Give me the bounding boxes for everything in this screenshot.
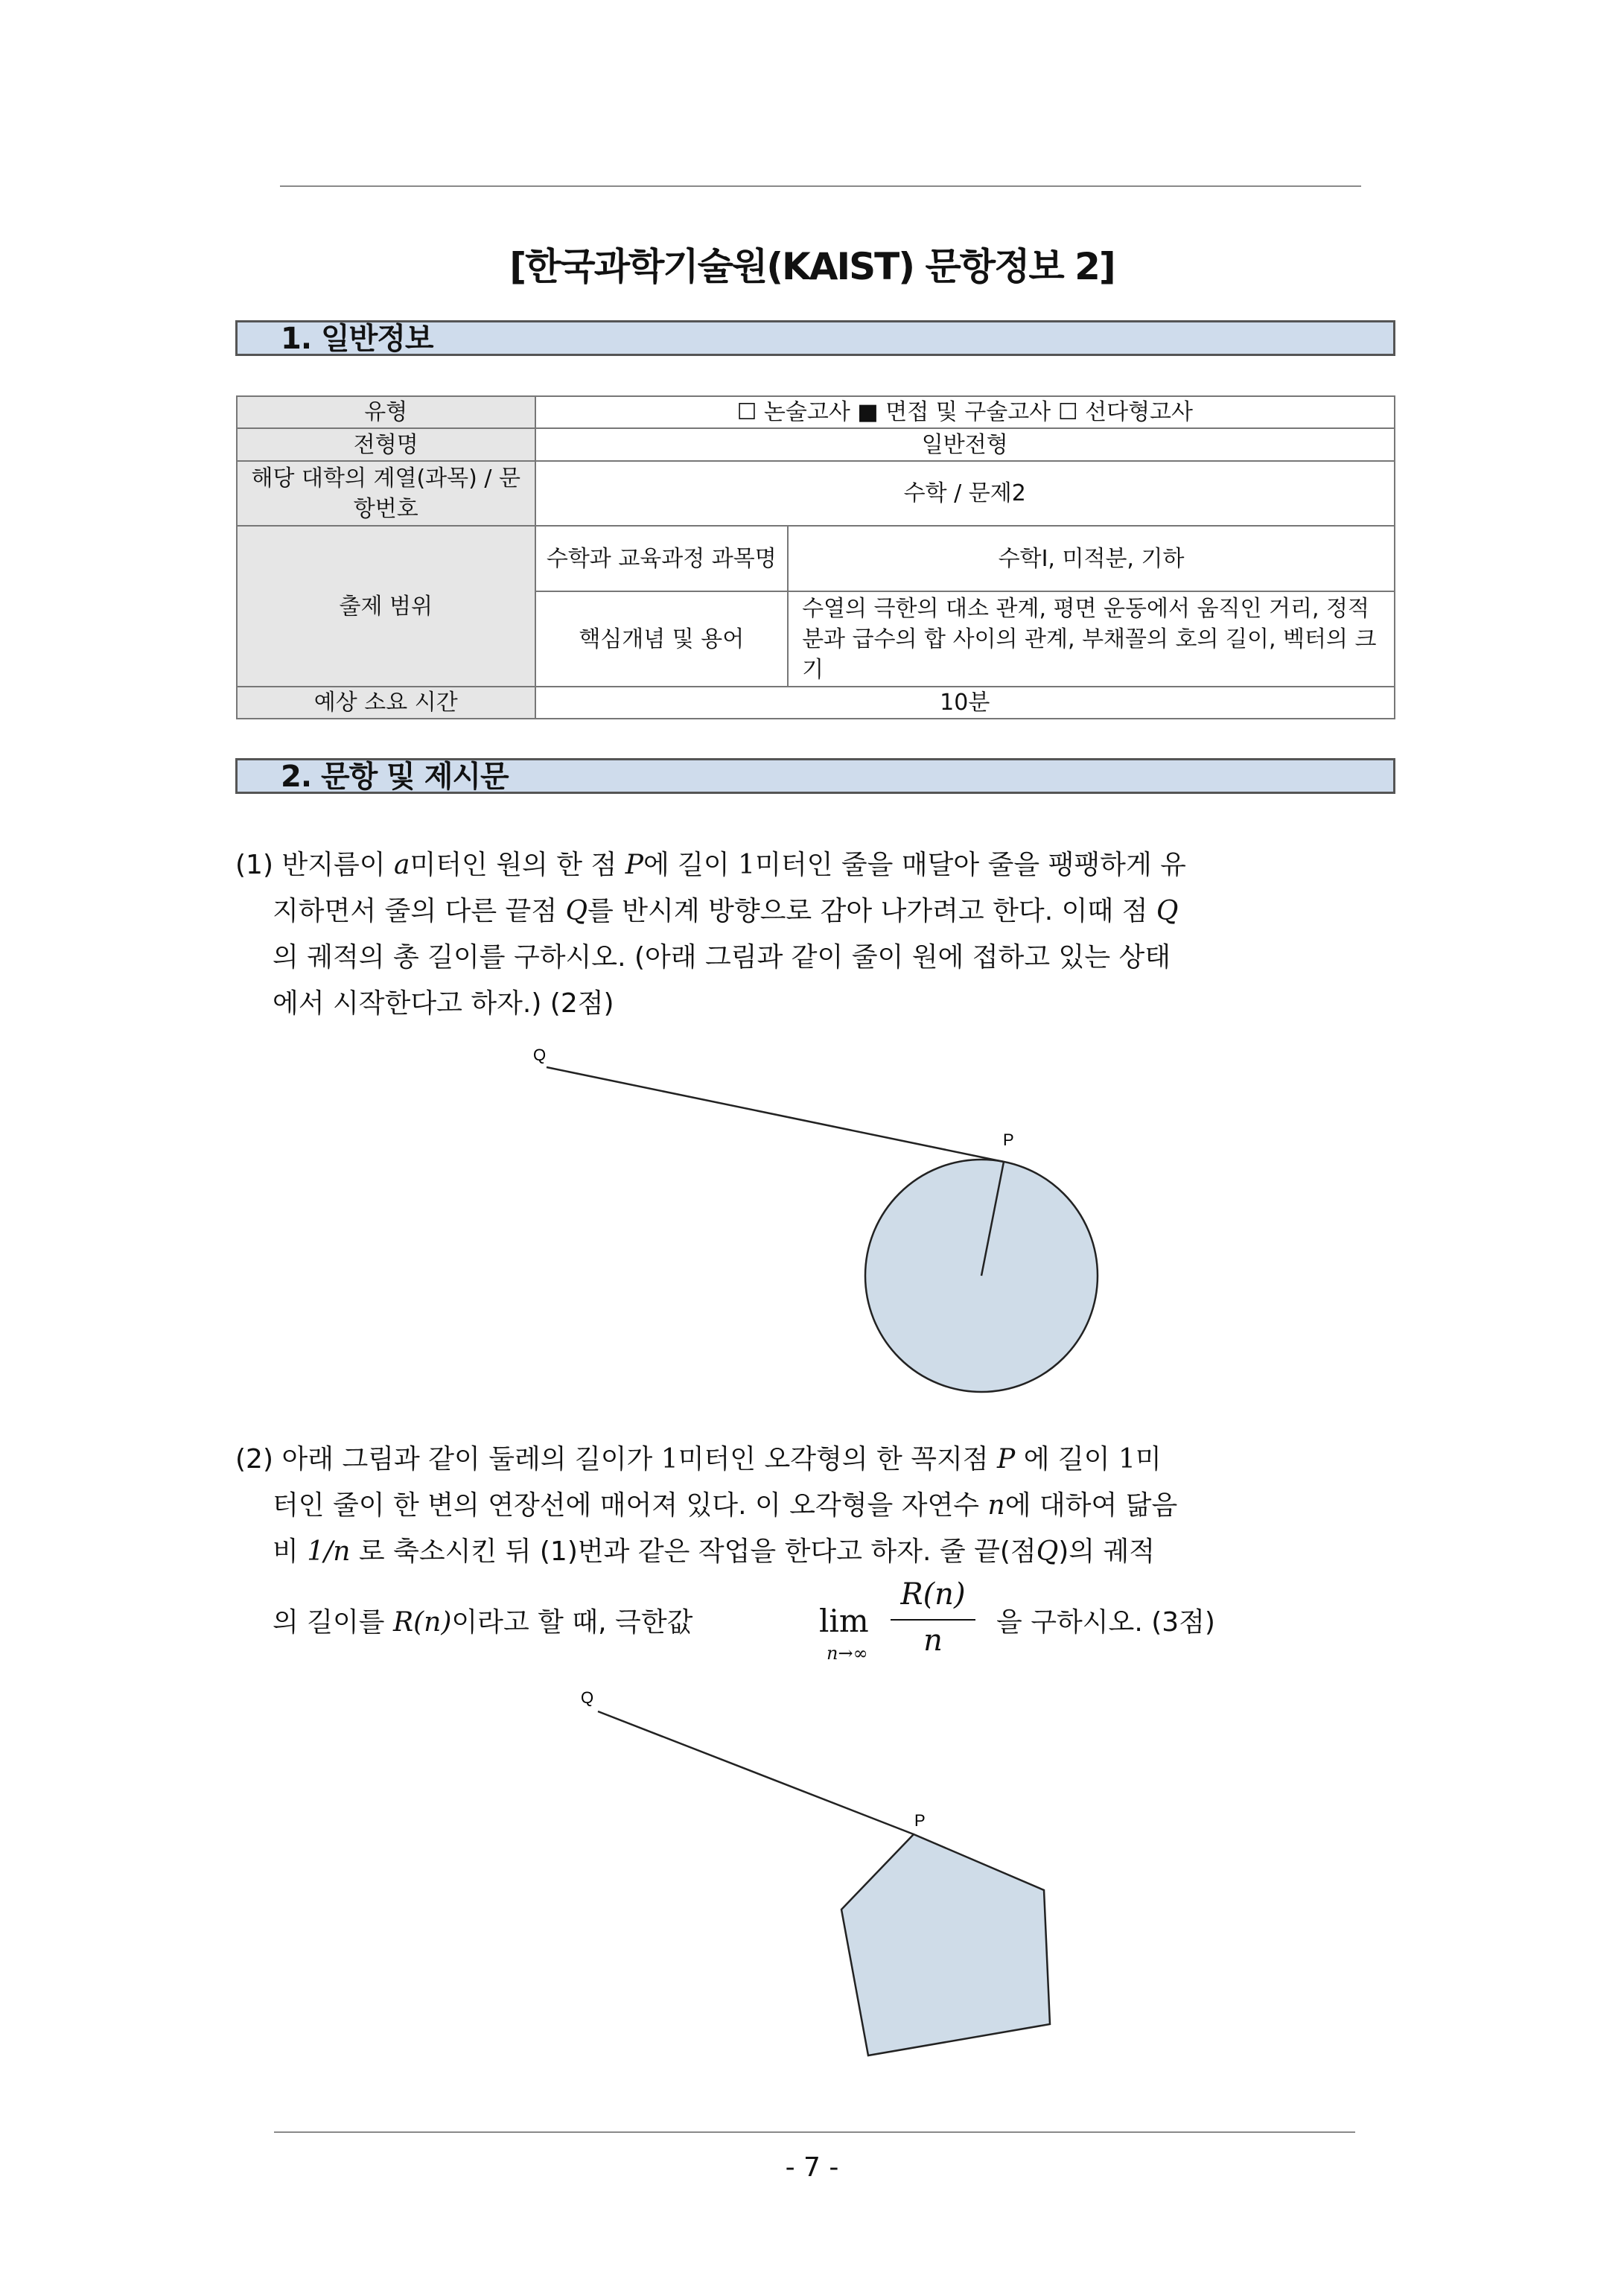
math-var: P xyxy=(625,850,643,880)
table-row xyxy=(237,428,1395,461)
math-var: P xyxy=(997,1444,1016,1475)
text: 의 길이를 xyxy=(273,1607,385,1638)
math-var: 1 xyxy=(660,1444,678,1475)
lim-subscript: n→∞ xyxy=(827,1643,868,1664)
type-value: ☐ 논술고사 ■ 면접 및 구술고사 ☐ 선다형고사 xyxy=(535,396,1395,428)
scope-label: 출제 범위 xyxy=(237,526,535,687)
text: 이라고 할 때, 극한값 xyxy=(451,1607,693,1638)
figure-pentagon-string xyxy=(566,1676,1087,2070)
fraction-bar xyxy=(891,1619,975,1621)
label-p: P xyxy=(1003,1130,1014,1149)
section-heading-questions xyxy=(235,758,1395,794)
question-2 xyxy=(235,1437,1397,1575)
text: 로 축소시킨 뒤 (1)번과 같은 작업을 한다고 하자. 줄 끝(점 xyxy=(358,1536,1037,1567)
track-label: 전형명 xyxy=(237,428,535,461)
text: 에서 시작한다고 하자.) (2점) xyxy=(273,988,614,1019)
text: 지하면서 줄의 다른 끝점 xyxy=(273,896,558,926)
concepts-label: 핵심개념 및 용어 xyxy=(535,591,789,687)
math-var: Q xyxy=(1156,896,1179,926)
label-q: Q xyxy=(581,1688,594,1707)
figure-circle-string xyxy=(521,1035,1117,1408)
text: 을 구하시오. (3점) xyxy=(996,1607,1215,1638)
math-var: 1/n xyxy=(307,1536,351,1567)
math-var: 1 xyxy=(738,850,756,880)
text: 비 xyxy=(273,1536,299,1567)
text: 미터인 원의 한 점 xyxy=(410,850,617,880)
fraction-denominator: n xyxy=(923,1624,943,1658)
curriculum-value: 수학Ⅰ, 미적분, 기하 xyxy=(788,526,1395,591)
section-heading-text: 2. 문항 및 제시문 xyxy=(281,760,509,794)
section-heading-general xyxy=(235,320,1395,356)
text: 미터인 오각형의 한 꼭지점 xyxy=(678,1444,989,1475)
text: )의 궤적 xyxy=(1058,1536,1156,1567)
table-row xyxy=(237,526,1395,591)
question-2-limit-line xyxy=(273,1601,692,1639)
footer-rule xyxy=(274,2131,1355,2133)
table-row xyxy=(237,396,1395,428)
lim-word: lim xyxy=(819,1603,869,1639)
label-p: P xyxy=(914,1811,926,1830)
text: 를 반시계 방향으로 감아 나가려고 한다. 이때 점 xyxy=(587,896,1148,926)
limit-expression xyxy=(819,1577,983,1667)
text: 아래 그림과 같이 둘레의 길이가 xyxy=(281,1444,653,1475)
section-heading-text: 1. 일반정보 xyxy=(281,322,433,356)
text: 미 xyxy=(1135,1444,1162,1475)
table-row xyxy=(237,687,1395,719)
question-number: (2) xyxy=(235,1444,273,1475)
string-line xyxy=(598,1711,914,1834)
text: 터인 줄이 한 변의 연장선에 매어져 있다. 이 오각형을 자연수 xyxy=(273,1490,980,1521)
math-var: Q xyxy=(1036,1536,1059,1567)
text: 의 궤적의 총 길이를 구하시오. (아래 그림과 같이 줄이 원에 접하고 있는 상태 xyxy=(273,942,1171,973)
text: 에 대하여 닮음 xyxy=(1004,1490,1178,1521)
time-value: 10분 xyxy=(535,687,1395,719)
question-2-end xyxy=(996,1601,1215,1639)
text: 미터인 줄을 매달아 줄을 팽팽하게 유 xyxy=(755,850,1186,880)
subject-value: 수학 / 문제2 xyxy=(535,461,1395,526)
question-number: (1) xyxy=(235,850,273,880)
fraction-numerator: R(n) xyxy=(900,1577,966,1612)
question-1 xyxy=(235,842,1397,1027)
pentagon-shape xyxy=(841,1834,1050,2055)
header-rule xyxy=(280,185,1361,187)
math-var: n xyxy=(987,1490,1005,1521)
curriculum-label: 수학과 교육과정 과목명 xyxy=(535,526,789,591)
type-label: 유형 xyxy=(237,396,535,428)
table-row xyxy=(237,461,1395,526)
math-var: 1 xyxy=(1118,1444,1136,1475)
label-q: Q xyxy=(533,1046,547,1064)
text: 에 길이 xyxy=(1023,1444,1110,1475)
page-title: [한국과학기술원(KAIST) 문항정보 2] xyxy=(509,245,1115,288)
concepts-value: 수열의 극한의 대소 관계, 평면 운동에서 움직인 거리, 정적분과 급수의 합 사이의 관계, 부채꼴의 호의 길이, 벡터의 크기 xyxy=(788,591,1395,687)
text: 반지름이 xyxy=(281,850,386,880)
string-line xyxy=(547,1067,1004,1162)
time-label: 예상 소요 시간 xyxy=(237,687,535,719)
page-number: - 7 - xyxy=(785,2152,839,2183)
subject-label: 해당 대학의 계열(과목) / 문항번호 xyxy=(237,461,535,526)
math-var: a xyxy=(394,850,410,880)
general-info-table xyxy=(236,395,1395,719)
math-var: R(n) xyxy=(393,1607,452,1638)
track-value: 일반전형 xyxy=(535,428,1395,461)
math-var: Q xyxy=(565,896,588,926)
text: 에 길이 xyxy=(643,850,730,880)
